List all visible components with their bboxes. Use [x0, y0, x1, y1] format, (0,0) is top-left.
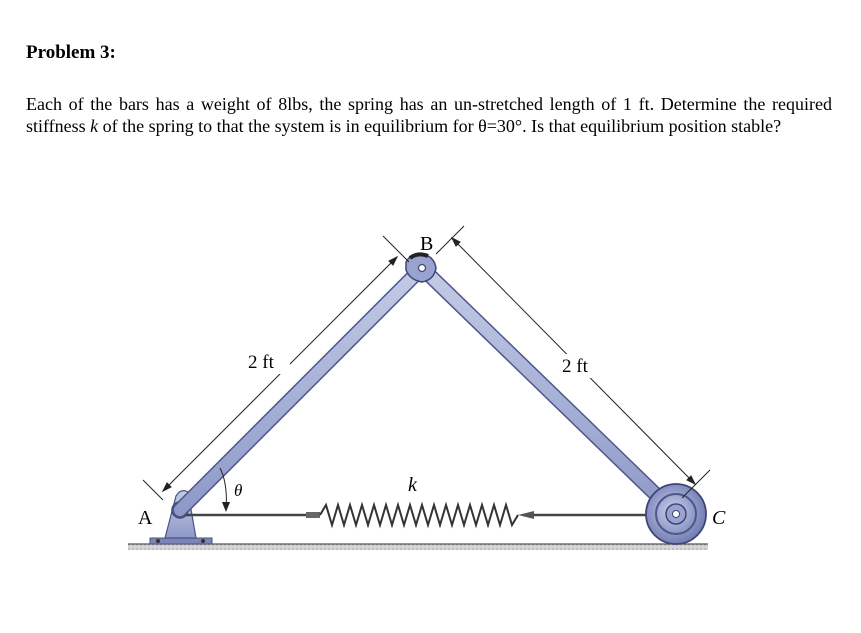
- statement-part-1: Each of the bars has a weight of 8lbs, the spring has an un-stretched length of 1 ft. Determine the required stiffness: [26, 94, 832, 136]
- label-c: C: [712, 507, 726, 529]
- stiffness-symbol: k: [90, 116, 99, 136]
- problem-title: Problem 3:: [26, 42, 116, 63]
- joint-b: [406, 254, 436, 282]
- dim-right-label: 2 ft: [562, 356, 588, 377]
- label-theta: θ: [234, 481, 243, 500]
- label-b: B: [420, 233, 434, 255]
- dim-left-label: 2 ft: [248, 352, 274, 373]
- statement-part-2: of the spring to that the system is in equilibrium for θ=30°. Is that equilibrium position stable?: [98, 116, 782, 136]
- label-a: A: [138, 507, 153, 529]
- ground: [128, 544, 708, 550]
- label-k: k: [408, 474, 417, 496]
- spring-rod: [182, 505, 668, 525]
- spring-coil: [320, 505, 518, 525]
- bar-ab: [180, 268, 422, 510]
- bar-bc: [422, 268, 676, 514]
- roller-c: [646, 484, 706, 544]
